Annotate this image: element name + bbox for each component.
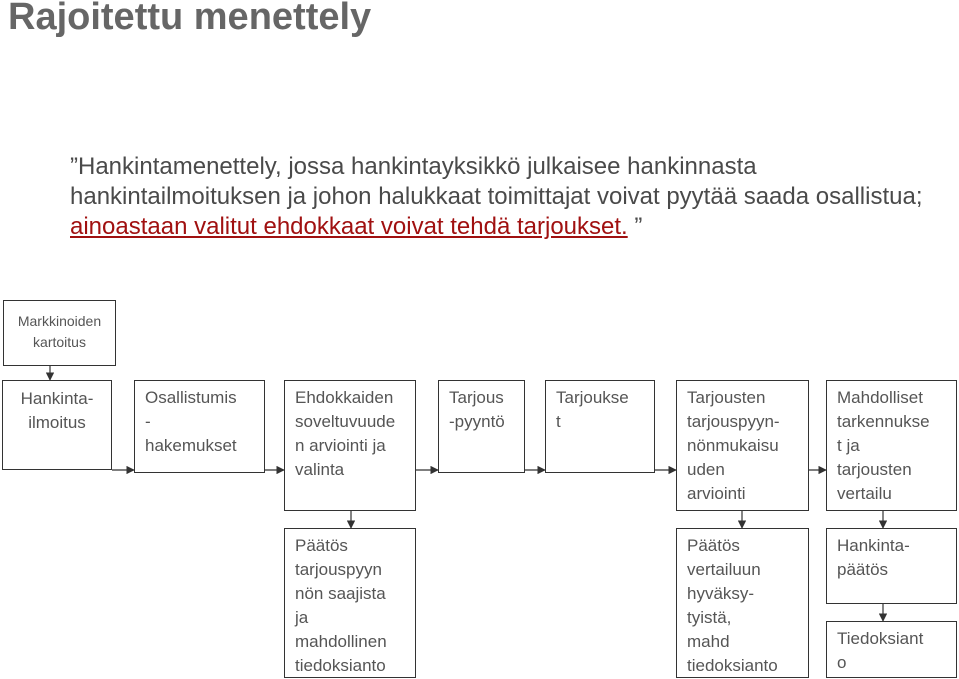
box-tarjoukset: Tarjoukse t: [545, 380, 655, 473]
quote-text: Hankintamenettely, jossa hankintayksikkö julkaisee hankinnasta hankintailmoituksen ja johon halukkaat toimittajat voivat pyytää saada osallistua;: [70, 153, 923, 210]
box-hankintailmoitus: Hankinta- ilmoitus: [2, 380, 112, 470]
box-tarjousten-arviointi: Tarjousten tarjouspyyn- nönmukaisu uden arviointi: [676, 380, 809, 511]
box-hankintapaatos: Hankinta- päätös: [826, 528, 957, 604]
quote-open-mark: ”: [70, 153, 78, 180]
box-paatos-tarjouspyynnon-saajista: Päätös tarjouspyyn nön saajista ja mahdollinen tiedoksianto: [284, 528, 416, 678]
quote-highlight: ainoastaan valitut ehdokkaat voivat tehdä tarjoukset.: [70, 213, 628, 240]
box-tarkennukset-vertailu: Mahdolliset tarkennukse t ja tarjousten vertailu: [826, 380, 957, 511]
quote-close-mark: ”: [627, 213, 643, 240]
box-osallistumishakemukset: Osallistumis - hakemukset: [134, 380, 265, 473]
page-title: Rajoitettu menettely: [8, 0, 372, 38]
box-paatos-vertailuun: Päätös vertailuun hyväksy- tyistä, mahd tiedoksianto: [676, 528, 809, 678]
box-markkinoiden-kartoitus: Markkinoiden kartoitus: [3, 300, 116, 366]
box-ehdokkaiden-arviointi: Ehdokkaiden soveltuvuude n arviointi ja valinta: [284, 380, 416, 511]
box-tiedoksianto: Tiedoksiant o: [826, 621, 957, 678]
box-tarjouspyynto: Tarjous -pyyntö: [438, 380, 525, 473]
